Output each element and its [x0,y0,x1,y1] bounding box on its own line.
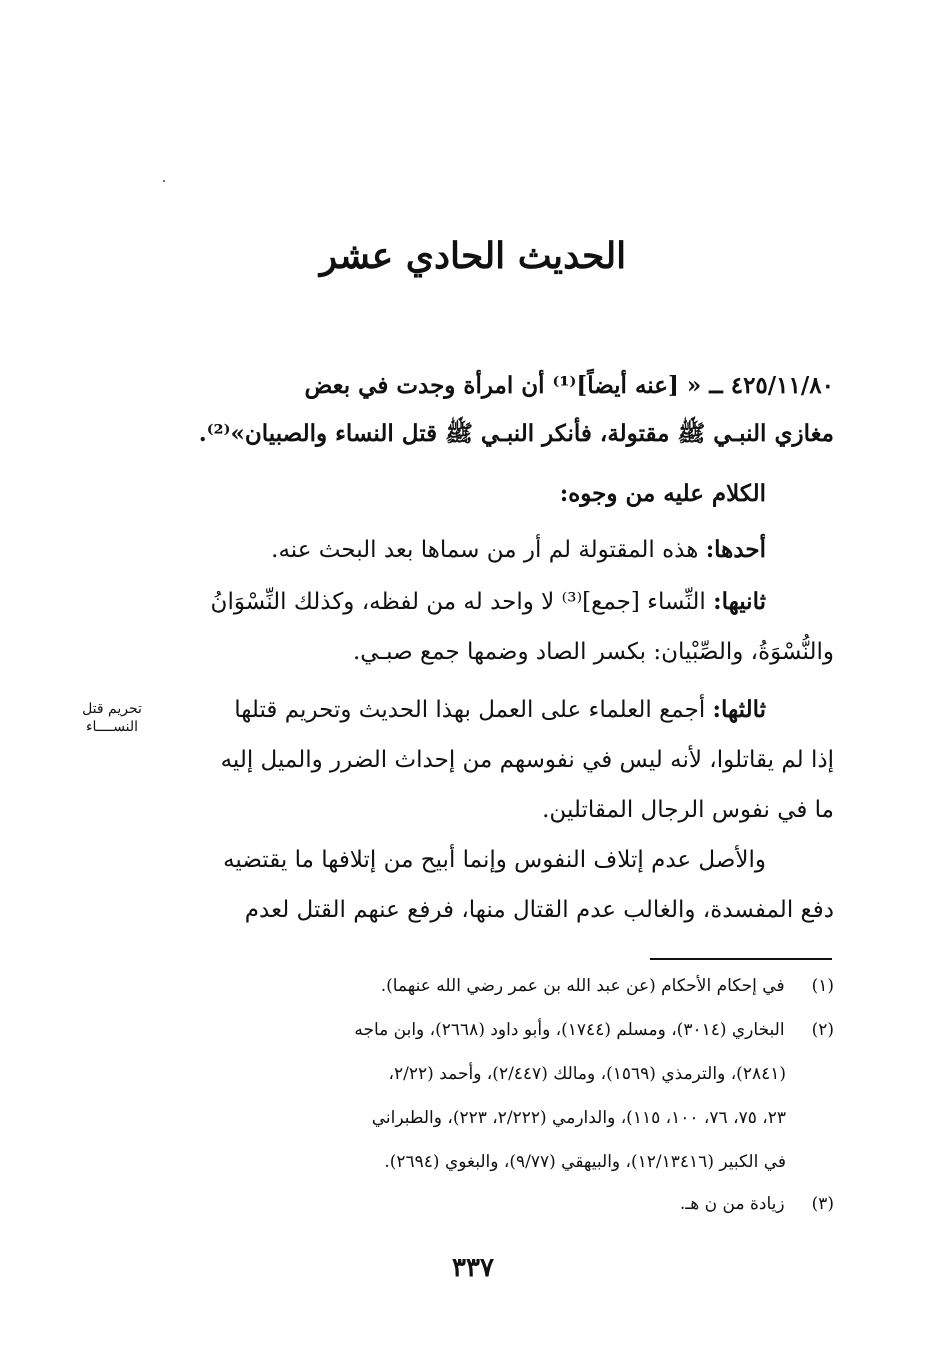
point-1 [90,530,766,570]
footnote-2-line-4: في الكبير (١٢/١٣٤١٦)، والبيهقي (٩/٧٧)، والبغوي (٢٦٩٤). [384,1152,786,1172]
page-number: ٣٣٧ [452,1253,494,1283]
footnote-2-text-1: البخاري (٣٠١٤)، ومسلم (١٧٤٤)، وأبو داود (٢٦٦٨)، وابن ماجه [354,1020,785,1040]
footnote-3-number: (٣) [811,1194,834,1214]
point-2-text: النِّساء [جمع]⁽³⁾ لا واحد له من لفظه، وكذلك النِّسْوَانُ [210,589,706,615]
point-3-text: أجمع العلماء على العمل بهذا الحديث وتحريم قتلها [234,697,706,723]
point-3-line-1 [146,690,766,730]
footnote-divider [650,958,832,960]
paragraph-line-2: دفع المفسدة، والغالب عدم القتال منها، فرفع عنهم القتل لعدم [244,897,834,923]
footnote-2-line-2: (٢٨٤١)، والترمذي (١٥٦٩)، ومالك (٢/٤٤٧)، وأحمد (٢/٢٢، [388,1064,786,1084]
footnote-2-number: (٢) [811,1020,834,1040]
point-2-label: ثانيها: [713,588,766,615]
footnote-2-line-1 [158,1008,834,1052]
footnote-3-text: زيادة من ن هـ. [679,1194,785,1214]
footnote-1-number: (١) [811,976,834,996]
margin-note-line-2: النســــاء [85,719,139,735]
point-1-label: أحدها: [705,536,766,563]
footnote-3 [158,1182,834,1226]
point-3-line-3: ما في نفوس الرجال المقاتلين. [542,797,834,823]
footnote-1 [158,964,834,1008]
footnote-2-line-3: ٢٣، ٧٥، ٧٦، ١٠٠، ١١٥)، والدارمي (٢/٢٢٢، ٢٢٣)، والطبراني [371,1108,786,1128]
point-3-line-2: إذا لم يقاتلوا، لأنه ليس في نفوسهم من إحداث الضرر والميل إليه [220,747,834,773]
chapter-title: الحديث الحادي عشر [319,235,627,277]
margin-note [52,700,172,736]
scan-speck [163,180,165,182]
hadith-line-1: ٤٢٥/١١/٨٠ ــ « [عنه أيضاً]⁽¹⁾ أن امرأة وجدت في بعض [304,372,834,399]
margin-note-line-1: تحريم قتل [82,701,142,717]
point-2-line-1 [90,582,766,622]
hadith-line-2: مغازي النبـي ﷺ مقتولة، فأنكر النبـي ﷺ قتل النساء والصبيان»⁽²⁾. [198,420,834,447]
paragraph-line-1: والأصل عدم إتلاف النفوس وإنما أبيح من إتلافها ما يقتضيه [223,847,766,873]
point-1-text: هذه المقتولة لم أر من سماها بعد البحث عنه. [271,537,699,563]
discussion-intro: الكلام عليه من وجوه: [559,480,766,507]
point-2-line-2: والنُّسْوَةُ، والصِّبْيان: بكسر الصاد وضمها جمع صبـي. [352,639,834,665]
footnote-1-text: في إحكام الأحكام (عن عبد الله بن عمر رضي الله عنهما). [380,976,785,996]
point-3-label: ثالثها: [712,696,766,723]
